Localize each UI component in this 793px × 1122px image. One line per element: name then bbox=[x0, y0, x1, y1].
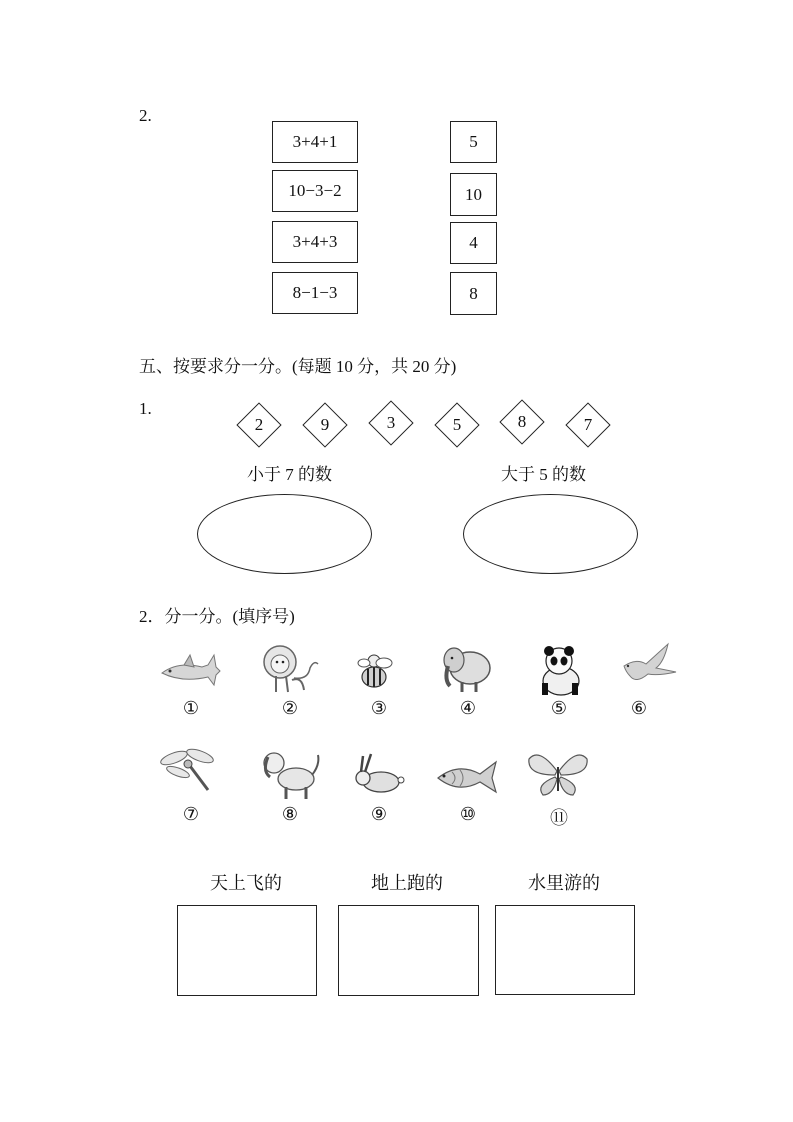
question-2-sort-label: 2．分一分。(填序号) bbox=[139, 607, 295, 626]
rabbit-icon bbox=[349, 748, 415, 804]
fish-icon bbox=[434, 750, 500, 806]
diamond-number: 9 bbox=[320, 415, 330, 434]
animal-number: ① bbox=[182, 698, 200, 719]
answer-box: 10 bbox=[450, 173, 497, 216]
animal-number: ⑥ bbox=[630, 698, 648, 719]
shark-icon bbox=[158, 645, 224, 701]
animal-number: ⑩ bbox=[459, 804, 477, 825]
animal-number: ⑪ bbox=[550, 808, 568, 829]
answer-box-sky[interactable] bbox=[177, 905, 317, 996]
bee-icon bbox=[350, 645, 416, 701]
elephant-icon bbox=[436, 638, 502, 694]
answer-box: 8 bbox=[450, 272, 497, 315]
expression-box: 3+4+3 bbox=[272, 221, 358, 263]
butterfly-icon bbox=[525, 745, 591, 801]
animal-number: ⑨ bbox=[370, 804, 388, 825]
lion-icon bbox=[258, 640, 324, 696]
animal-number: ③ bbox=[370, 698, 388, 719]
diamond-number: 5 bbox=[452, 415, 462, 434]
section-5-title: 五、按要求分一分。(每题 10 分，共 20 分) bbox=[139, 357, 457, 376]
diamond-number: 7 bbox=[583, 415, 593, 434]
answer-box-water[interactable] bbox=[495, 905, 635, 995]
answer-box-land[interactable] bbox=[338, 905, 479, 996]
oval-right-label: 大于 5 的数 bbox=[501, 465, 586, 484]
expression-box: 3+4+1 bbox=[272, 121, 358, 163]
expression-box: 10−3−2 bbox=[272, 170, 358, 212]
animal-number: ④ bbox=[459, 698, 477, 719]
bird-icon bbox=[616, 636, 682, 692]
diamond-number: 8 bbox=[517, 412, 527, 431]
category-label-water: 水里游的 bbox=[528, 873, 600, 893]
question-1-label: 1. bbox=[139, 399, 152, 418]
category-label-land: 地上跑的 bbox=[371, 873, 443, 893]
sorting-oval-less-than-7[interactable] bbox=[197, 494, 372, 574]
diamond-number: 3 bbox=[386, 413, 396, 432]
animal-number: ⑤ bbox=[550, 698, 568, 719]
expression-box: 8−1−3 bbox=[272, 272, 358, 314]
question-2-label: 2. bbox=[139, 106, 152, 125]
dog-icon bbox=[260, 745, 326, 801]
category-label-sky: 天上飞的 bbox=[210, 873, 282, 893]
diamond-number: 2 bbox=[254, 415, 264, 434]
dragonfly-icon bbox=[160, 742, 226, 798]
panda-icon bbox=[531, 643, 597, 699]
animal-number: ⑦ bbox=[182, 804, 200, 825]
sorting-oval-greater-than-5[interactable] bbox=[463, 494, 638, 574]
answer-box: 4 bbox=[450, 222, 497, 264]
animal-number: ② bbox=[281, 698, 299, 719]
animal-number: ⑧ bbox=[281, 804, 299, 825]
answer-box: 5 bbox=[450, 121, 497, 163]
oval-left-label: 小于 7 的数 bbox=[247, 465, 332, 484]
